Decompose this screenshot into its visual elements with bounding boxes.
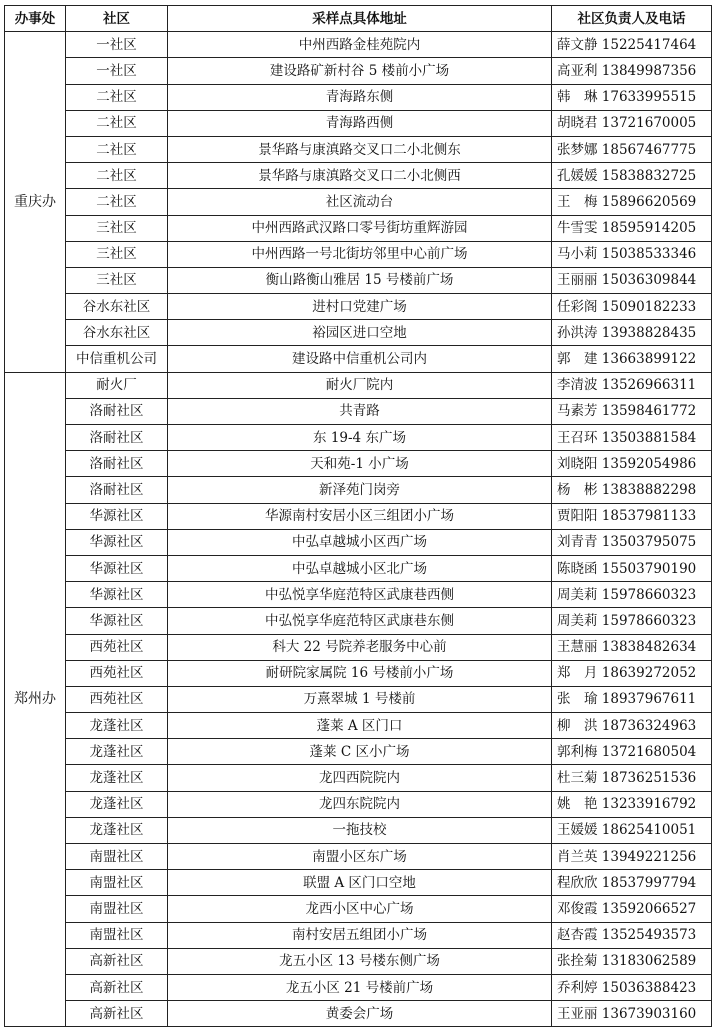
address-cell: 南盟小区东广场 bbox=[168, 844, 552, 870]
address-cell: 龙五小区 13 号楼东侧广场 bbox=[168, 948, 552, 974]
contact-cell: 马素芳 13598461772 bbox=[552, 398, 712, 424]
address-cell: 中弘卓越城小区北广场 bbox=[168, 555, 552, 581]
address-cell: 中弘卓越城小区西广场 bbox=[168, 529, 552, 555]
address-cell: 华源南村安居小区三组团小广场 bbox=[168, 503, 552, 529]
address-cell: 建设路中信重机公司内 bbox=[168, 346, 552, 372]
address-cell: 进村口党建广场 bbox=[168, 294, 552, 320]
contact-cell: 李清波 13526966311 bbox=[552, 372, 712, 398]
table-row bbox=[5, 1001, 712, 1027]
community-cell: 南盟社区 bbox=[66, 870, 168, 896]
community-cell: 龙蓬社区 bbox=[66, 791, 168, 817]
address-cell: 衡山路衡山雅居 15 号楼前广场 bbox=[168, 267, 552, 293]
address-cell: 中州西路武汉路口零号街坊重辉游园 bbox=[168, 215, 552, 241]
community-cell: 华源社区 bbox=[66, 503, 168, 529]
community-cell: 西苑社区 bbox=[66, 686, 168, 712]
table-row bbox=[5, 922, 712, 948]
contact-cell: 邓俊霞 13592066527 bbox=[552, 896, 712, 922]
table-row bbox=[5, 844, 712, 870]
contact-cell: 杜三菊 18736251536 bbox=[552, 765, 712, 791]
address-cell: 天和苑-1 小广场 bbox=[168, 451, 552, 477]
address-cell: 龙四东院院内 bbox=[168, 791, 552, 817]
address-cell: 耐研院家属院 16 号楼前小广场 bbox=[168, 660, 552, 686]
contact-cell: 贾阳阳 18537981133 bbox=[552, 503, 712, 529]
table-row bbox=[5, 529, 712, 555]
community-cell: 一社区 bbox=[66, 32, 168, 58]
address-cell: 建设路矿新村谷 5 楼前小广场 bbox=[168, 58, 552, 84]
community-cell: 洛耐社区 bbox=[66, 451, 168, 477]
address-cell: 社区流动台 bbox=[168, 189, 552, 215]
table-row bbox=[5, 241, 712, 267]
contact-cell: 肖兰英 13949221256 bbox=[552, 844, 712, 870]
table-row bbox=[5, 765, 712, 791]
address-cell: 万熹翠城 1 号楼前 bbox=[168, 686, 552, 712]
community-cell: 一社区 bbox=[66, 58, 168, 84]
address-cell: 耐火厂院内 bbox=[168, 372, 552, 398]
contact-cell: 王媛媛 18625410051 bbox=[552, 817, 712, 843]
table-row bbox=[5, 294, 712, 320]
contact-cell: 周美莉 15978660323 bbox=[552, 582, 712, 608]
address-cell: 龙五小区 21 号楼前广场 bbox=[168, 974, 552, 1000]
contact-cell: 薛文静 15225417464 bbox=[552, 32, 712, 58]
table-row bbox=[5, 346, 712, 372]
community-cell: 谷水东社区 bbox=[66, 294, 168, 320]
community-cell: 华源社区 bbox=[66, 529, 168, 555]
contact-cell: 张梦娜 18567467775 bbox=[552, 136, 712, 162]
table-row bbox=[5, 398, 712, 424]
address-cell: 青海路东侧 bbox=[168, 84, 552, 110]
community-cell: 二社区 bbox=[66, 136, 168, 162]
address-cell: 蓬莱 A 区门口 bbox=[168, 713, 552, 739]
table-row bbox=[5, 372, 712, 398]
community-cell: 龙蓬社区 bbox=[66, 713, 168, 739]
table-row bbox=[5, 948, 712, 974]
contact-cell: 孙洪涛 13938828435 bbox=[552, 320, 712, 346]
community-cell: 二社区 bbox=[66, 84, 168, 110]
contact-cell: 牛雪雯 18595914205 bbox=[552, 215, 712, 241]
address-cell: 青海路西侧 bbox=[168, 110, 552, 136]
contact-cell: 王召环 13503881584 bbox=[552, 425, 712, 451]
address-cell: 新泽苑门岗旁 bbox=[168, 477, 552, 503]
table-row bbox=[5, 163, 712, 189]
office-cell: 重庆办 bbox=[5, 32, 66, 372]
address-cell: 中弘悦享华庭范特区武康巷西侧 bbox=[168, 582, 552, 608]
contact-cell: 马小莉 15038533346 bbox=[552, 241, 712, 267]
community-cell: 三社区 bbox=[66, 267, 168, 293]
table-row bbox=[5, 582, 712, 608]
address-cell: 龙西小区中心广场 bbox=[168, 896, 552, 922]
contact-cell: 柳 洪 18736324963 bbox=[552, 713, 712, 739]
community-cell: 洛耐社区 bbox=[66, 425, 168, 451]
contact-cell: 郭利梅 13721680504 bbox=[552, 739, 712, 765]
header-community: 社区 bbox=[66, 6, 168, 32]
contact-cell: 程欣欣 18537997794 bbox=[552, 870, 712, 896]
table-row bbox=[5, 817, 712, 843]
contact-cell: 郑 月 18639272052 bbox=[552, 660, 712, 686]
table-row bbox=[5, 58, 712, 84]
table-row bbox=[5, 791, 712, 817]
address-cell: 中弘悦享华庭范特区武康巷东侧 bbox=[168, 608, 552, 634]
address-cell: 中州西路金桂苑院内 bbox=[168, 32, 552, 58]
community-cell: 谷水东社区 bbox=[66, 320, 168, 346]
community-cell: 三社区 bbox=[66, 241, 168, 267]
contact-cell: 王 梅 15896620569 bbox=[552, 189, 712, 215]
contact-cell: 乔利婷 15036388423 bbox=[552, 974, 712, 1000]
contact-cell: 杨 彬 13838882298 bbox=[552, 477, 712, 503]
contact-cell: 郭 建 13663899122 bbox=[552, 346, 712, 372]
header-row bbox=[5, 6, 712, 32]
table-row bbox=[5, 425, 712, 451]
community-cell: 三社区 bbox=[66, 215, 168, 241]
community-cell: 二社区 bbox=[66, 110, 168, 136]
community-cell: 龙蓬社区 bbox=[66, 765, 168, 791]
community-cell: 耐火厂 bbox=[66, 372, 168, 398]
table-row bbox=[5, 32, 712, 58]
contact-cell: 姚 艳 13233916792 bbox=[552, 791, 712, 817]
address-cell: 东 19-4 东广场 bbox=[168, 425, 552, 451]
contact-cell: 刘晓阳 13592054986 bbox=[552, 451, 712, 477]
table-row bbox=[5, 896, 712, 922]
community-cell: 高新社区 bbox=[66, 1001, 168, 1027]
address-cell: 一拖技校 bbox=[168, 817, 552, 843]
address-cell: 共青路 bbox=[168, 398, 552, 424]
table-row bbox=[5, 870, 712, 896]
community-cell: 华源社区 bbox=[66, 608, 168, 634]
sampling-sites-table bbox=[4, 5, 712, 1027]
contact-cell: 张 瑜 18937967611 bbox=[552, 686, 712, 712]
community-cell: 南盟社区 bbox=[66, 896, 168, 922]
community-cell: 龙蓬社区 bbox=[66, 739, 168, 765]
table-row bbox=[5, 451, 712, 477]
table-row bbox=[5, 608, 712, 634]
table-row bbox=[5, 713, 712, 739]
community-cell: 南盟社区 bbox=[66, 844, 168, 870]
contact-cell: 赵杏霞 13525493573 bbox=[552, 922, 712, 948]
table-row bbox=[5, 555, 712, 581]
community-cell: 龙蓬社区 bbox=[66, 817, 168, 843]
contact-cell: 刘青青 13503795075 bbox=[552, 529, 712, 555]
office-cell: 郑州办 bbox=[5, 372, 66, 1027]
address-cell: 景华路与康滇路交叉口二小北侧西 bbox=[168, 163, 552, 189]
address-cell: 南村安居五组团小广场 bbox=[168, 922, 552, 948]
table-row bbox=[5, 503, 712, 529]
contact-cell: 高亚利 13849987356 bbox=[552, 58, 712, 84]
table-row bbox=[5, 686, 712, 712]
table-row bbox=[5, 136, 712, 162]
address-cell: 黄委会广场 bbox=[168, 1001, 552, 1027]
community-cell: 华源社区 bbox=[66, 582, 168, 608]
community-cell: 洛耐社区 bbox=[66, 398, 168, 424]
contact-cell: 孔媛媛 15838832725 bbox=[552, 163, 712, 189]
community-cell: 西苑社区 bbox=[66, 660, 168, 686]
table-row bbox=[5, 477, 712, 503]
contact-cell: 王慧丽 13838482634 bbox=[552, 634, 712, 660]
contact-cell: 张拴菊 13183062589 bbox=[552, 948, 712, 974]
contact-cell: 胡晓君 13721670005 bbox=[552, 110, 712, 136]
header-contact: 社区负责人及电话 bbox=[552, 6, 712, 32]
contact-cell: 任彩阁 15090182233 bbox=[552, 294, 712, 320]
contact-cell: 陈晓函 15503790190 bbox=[552, 555, 712, 581]
community-cell: 二社区 bbox=[66, 189, 168, 215]
community-cell: 二社区 bbox=[66, 163, 168, 189]
contact-cell: 王亚丽 13673903160 bbox=[552, 1001, 712, 1027]
table-row bbox=[5, 660, 712, 686]
community-cell: 中信重机公司 bbox=[66, 346, 168, 372]
header-address: 采样点具体地址 bbox=[168, 6, 552, 32]
address-cell: 裕园区进口空地 bbox=[168, 320, 552, 346]
community-cell: 高新社区 bbox=[66, 948, 168, 974]
community-cell: 高新社区 bbox=[66, 974, 168, 1000]
contact-cell: 王丽丽 15036309844 bbox=[552, 267, 712, 293]
address-cell: 科大 22 号院养老服务中心前 bbox=[168, 634, 552, 660]
community-cell: 华源社区 bbox=[66, 555, 168, 581]
address-cell: 蓬莱 C 区小广场 bbox=[168, 739, 552, 765]
community-cell: 西苑社区 bbox=[66, 634, 168, 660]
table-row bbox=[5, 267, 712, 293]
address-cell: 龙四西院院内 bbox=[168, 765, 552, 791]
community-cell: 洛耐社区 bbox=[66, 477, 168, 503]
header-office: 办事处 bbox=[5, 6, 66, 32]
address-cell: 景华路与康滇路交叉口二小北侧东 bbox=[168, 136, 552, 162]
contact-cell: 周美莉 15978660323 bbox=[552, 608, 712, 634]
table-body bbox=[5, 32, 712, 1027]
table-row bbox=[5, 215, 712, 241]
contact-cell: 韩 琳 17633995515 bbox=[552, 84, 712, 110]
table-row bbox=[5, 974, 712, 1000]
table-row bbox=[5, 739, 712, 765]
community-cell: 南盟社区 bbox=[66, 922, 168, 948]
table-row bbox=[5, 634, 712, 660]
address-cell: 中州西路一号北街坊邻里中心前广场 bbox=[168, 241, 552, 267]
table-row bbox=[5, 320, 712, 346]
table-row bbox=[5, 84, 712, 110]
address-cell: 联盟 A 区门口空地 bbox=[168, 870, 552, 896]
table-row bbox=[5, 110, 712, 136]
table-row bbox=[5, 189, 712, 215]
